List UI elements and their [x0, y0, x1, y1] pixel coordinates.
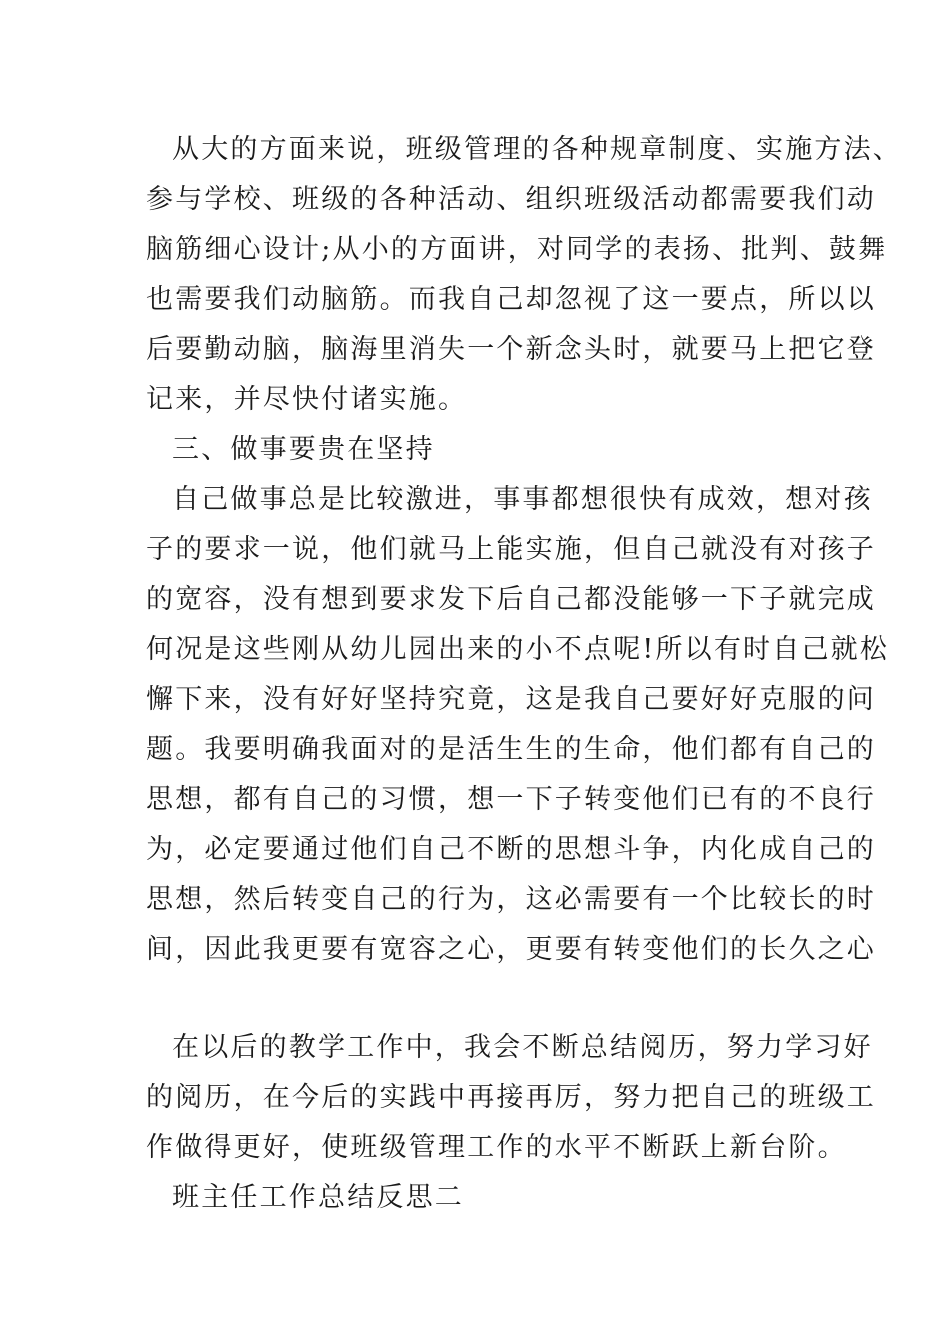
paragraph-3-line-1: 自己做事总是比较激进，事事都想很快有成效，想对孩	[172, 484, 873, 515]
paragraph-3-line-5: 懈下来，没有好好坚持究竟，这是我自己要好好克服的问	[146, 684, 876, 715]
paragraph-3-line-3: 的宽容，没有想到要求发下后自己都没能够一下子就完成	[146, 584, 876, 615]
paragraph-3-line-10: 间，因此我更要有宽容之心，更要有转变他们的长久之心	[146, 934, 876, 965]
paragraph-3-line-7: 思想，都有自己的习惯，想一下子转变他们已有的不良行	[146, 784, 876, 815]
paragraph-3-line-2: 子的要求一说，他们就马上能实施，但自己就没有对孩子	[146, 534, 876, 565]
paragraph-3-line-8: 为，必定要通过他们自己不断的思想斗争，内化成自己的	[146, 834, 876, 865]
section-title: 班主任工作总结反思二	[172, 1182, 464, 1213]
paragraph-3-line-6: 题。我要明确我面对的是活生生的生命，他们都有自己的	[146, 734, 876, 765]
paragraph-3-line-4: 何况是这些刚从幼儿园出来的小不点呢!所以有时自己就松	[146, 634, 890, 665]
paragraph-1-line-6: 记来，并尽快付诸实施。	[146, 384, 468, 415]
paragraph-4-line-1: 在以后的教学工作中，我会不断总结阅历，努力学习好	[172, 1032, 873, 1063]
paragraph-1-line-2: 参与学校、班级的各种活动、组织班级活动都需要我们动	[146, 184, 876, 215]
paragraph-1-line-4: 也需要我们动脑筋。而我自己却忽视了这一要点，所以以	[146, 284, 876, 315]
paragraph-3-line-9: 思想，然后转变自己的行为，这必需要有一个比较长的时	[146, 884, 876, 915]
paragraph-4-line-3: 作做得更好，使班级管理工作的水平不断跃上新台阶。	[146, 1132, 847, 1163]
paragraph-1-line-5: 后要勤动脑，脑海里消失一个新念头时，就要马上把它登	[146, 334, 876, 365]
section-heading: 三、做事要贵在坚持	[172, 434, 435, 465]
paragraph-1-line-1: 从大的方面来说，班级管理的各种规章制度、实施方法、	[172, 134, 902, 165]
paragraph-1-line-3: 脑筋细心设计;从小的方面讲，对同学的表扬、批判、鼓舞	[146, 234, 888, 265]
paragraph-4-line-2: 的阅历，在今后的实践中再接再厉，努力把自己的班级工	[146, 1082, 876, 1113]
